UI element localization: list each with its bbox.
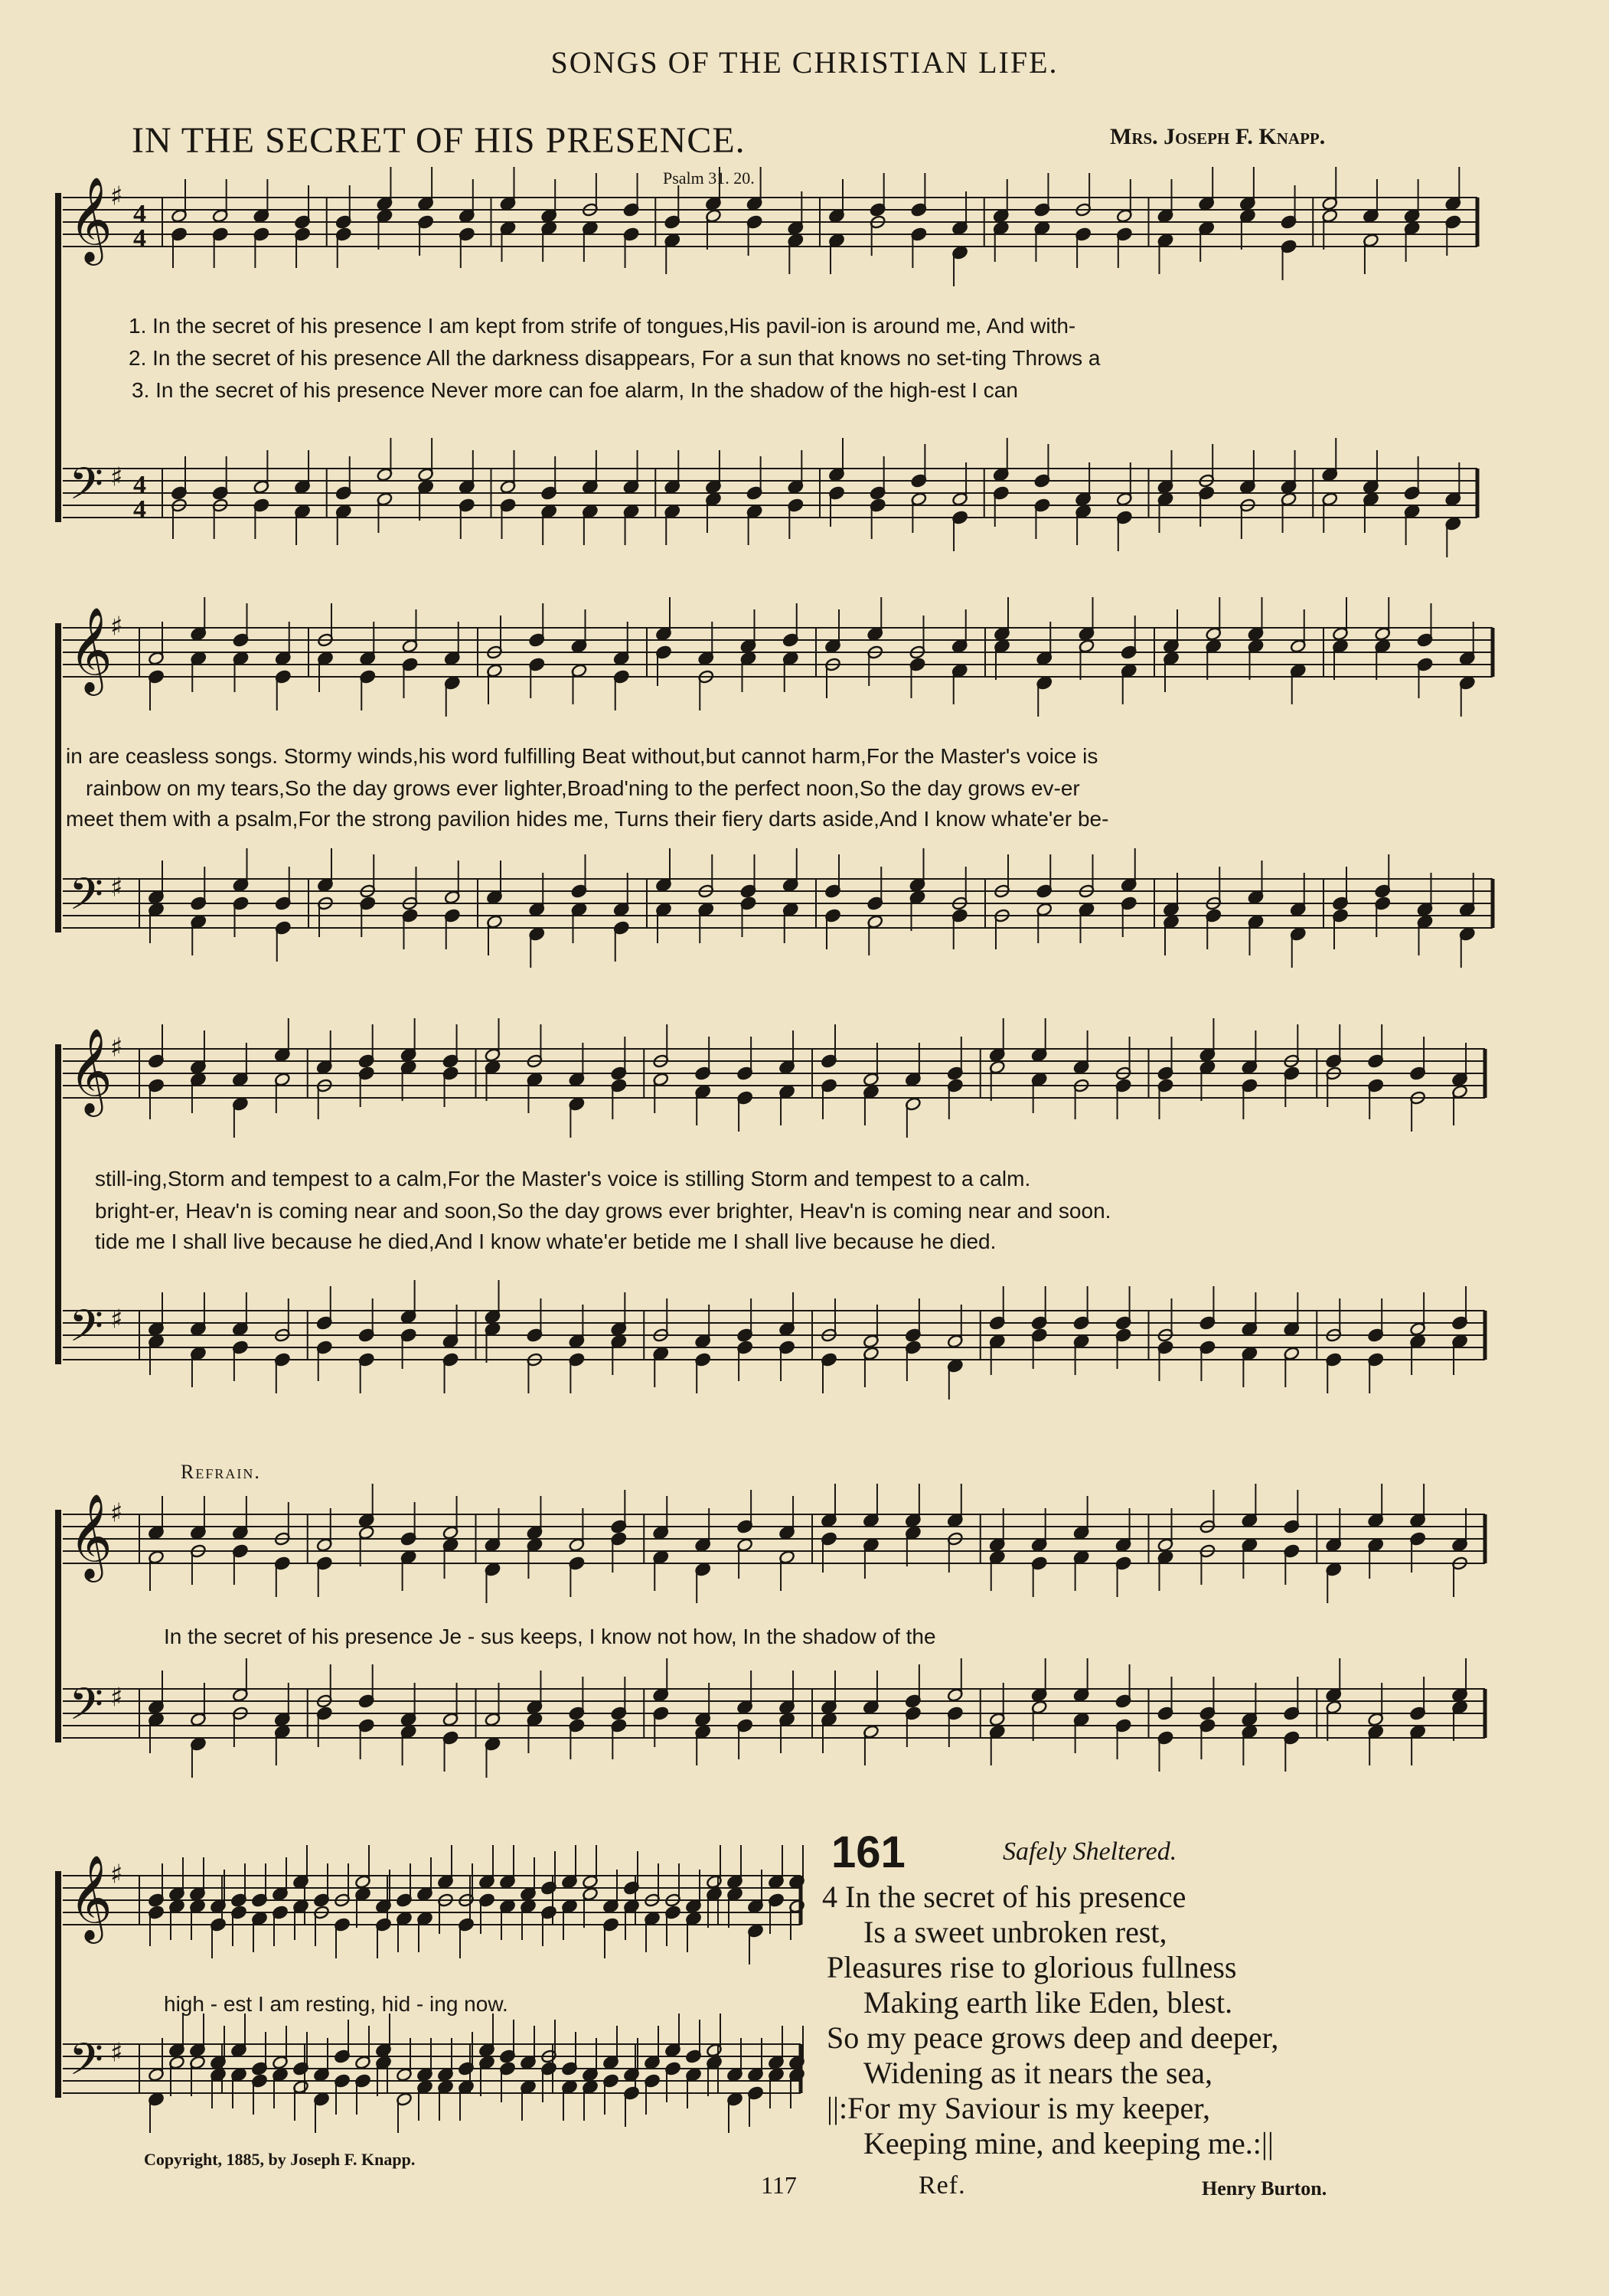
verse4-line: Is a sweet unbroken rest, — [863, 1915, 1167, 1949]
key-signature-sharp: ♯ — [110, 462, 123, 493]
treble-clef: 𝄞 — [69, 1027, 113, 1113]
lyric-verse1-line1: 1. In the secret of his presence I am kept from strife of tongues,His pavil-ion is around me, And with- — [129, 314, 1076, 338]
hymn-title: IN THE SECRET OF HIS PRESENCE. — [132, 120, 746, 161]
treble-clef: 𝄞 — [69, 1492, 113, 1579]
time-signature: 4 — [133, 224, 146, 253]
verse4-line: Pleasures rise to glorious fullness — [827, 1950, 1237, 1984]
key-signature-sharp: ♯ — [110, 181, 123, 212]
bass-clef: 𝄢 — [69, 1300, 104, 1364]
time-signature: 4 — [133, 471, 146, 499]
lyric-verse3-line3: tide me I shall live because he died,And I know whate'er betide me I shall live because he died. — [95, 1230, 997, 1253]
verse4-line: ||:For my Saviour is my keeper, — [827, 2091, 1211, 2125]
time-signature: 4 — [133, 200, 146, 228]
verse4-line: 4 In the secret of his presence — [822, 1880, 1186, 1914]
lyric-refrain-line2: high - est I am resting, hid - ing now. — [164, 1992, 508, 2016]
verse4-line: So my peace grows deep and deeper, — [827, 2020, 1279, 2055]
key-signature-sharp: ♯ — [110, 1859, 123, 1890]
treble-clef: 𝄞 — [69, 606, 113, 692]
lyric-verse2-line3: bright-er, Heav'n is coming near and soon,So the day grows ever brighter, Heav'n is coming near and soon. — [95, 1199, 1111, 1223]
verse4-line: Widening as it nears the sea, — [863, 2056, 1213, 2090]
key-signature-sharp: ♯ — [110, 872, 123, 903]
tune-name: Safely Sheltered. — [1003, 1837, 1177, 1866]
lyric-verse2-line2: rainbow on my tears,So the day grows ever lighter,Broad'ning to the perfect noon,So the day grows ev-er — [86, 776, 1080, 800]
scripture-reference: Psalm 31. 20. — [663, 168, 755, 188]
composer: Mrs. Joseph F. Knapp. — [1110, 124, 1326, 149]
verse4-line: Making earth like Eden, blest. — [863, 1985, 1233, 2020]
hymn-number: 161 — [831, 1827, 906, 1877]
treble-clef: 𝄞 — [69, 175, 113, 262]
treble-clef: 𝄞 — [69, 1853, 113, 1940]
page-header: SONGS OF THE CHRISTIAN LIFE. — [550, 45, 1059, 80]
lyric-verse3-line1: 3. In the secret of his presence Never more can foe alarm, In the shadow of the high-est I can — [132, 378, 1018, 402]
time-signature: 4 — [133, 495, 146, 524]
verse4-line: Keeping mine, and keeping me.:|| — [863, 2126, 1274, 2160]
refrain-label: Refrain. — [181, 1461, 261, 1483]
key-signature-sharp: ♯ — [110, 1497, 123, 1529]
page-number: 117 — [761, 2171, 797, 2199]
key-signature-sharp: ♯ — [110, 611, 123, 642]
key-signature-sharp: ♯ — [110, 1682, 123, 1713]
lyric-verse3-line2: meet them with a psalm,For the strong pavilion hides me, Turns their fiery darts aside,And I know whate'er be- — [66, 807, 1109, 831]
bass-clef: 𝄢 — [69, 868, 104, 932]
refrain-reference: Ref. — [919, 2171, 966, 2200]
bass-clef: 𝄢 — [69, 1678, 104, 1742]
bass-clef: 𝄢 — [69, 2033, 104, 2097]
copyright-notice: Copyright, 1885, by Joseph F. Knapp. — [144, 2150, 416, 2169]
hymn-author: Henry Burton. — [1202, 2177, 1327, 2200]
lyric-verse2-line1: 2. In the secret of his presence All the darkness disappears, For a sun that knows no set-ting Throws a — [129, 346, 1101, 370]
bass-clef: 𝄢 — [69, 458, 104, 521]
key-signature-sharp: ♯ — [110, 2037, 123, 2069]
key-signature-sharp: ♯ — [110, 1032, 123, 1063]
lyric-refrain-line1: In the secret of his presence Je - sus keeps, I know not how, In the shadow of the — [164, 1625, 936, 1648]
lyric-verse1-line3: still-ing,Storm and tempest to a calm,For the Master's voice is stilling Storm and tempest to a calm. — [95, 1167, 1031, 1190]
lyric-verse1-line2: in are ceasless songs. Stormy winds,his word fulfilling Beat without,but cannot harm,For the Master's voice is — [66, 744, 1098, 768]
key-signature-sharp: ♯ — [110, 1304, 123, 1335]
